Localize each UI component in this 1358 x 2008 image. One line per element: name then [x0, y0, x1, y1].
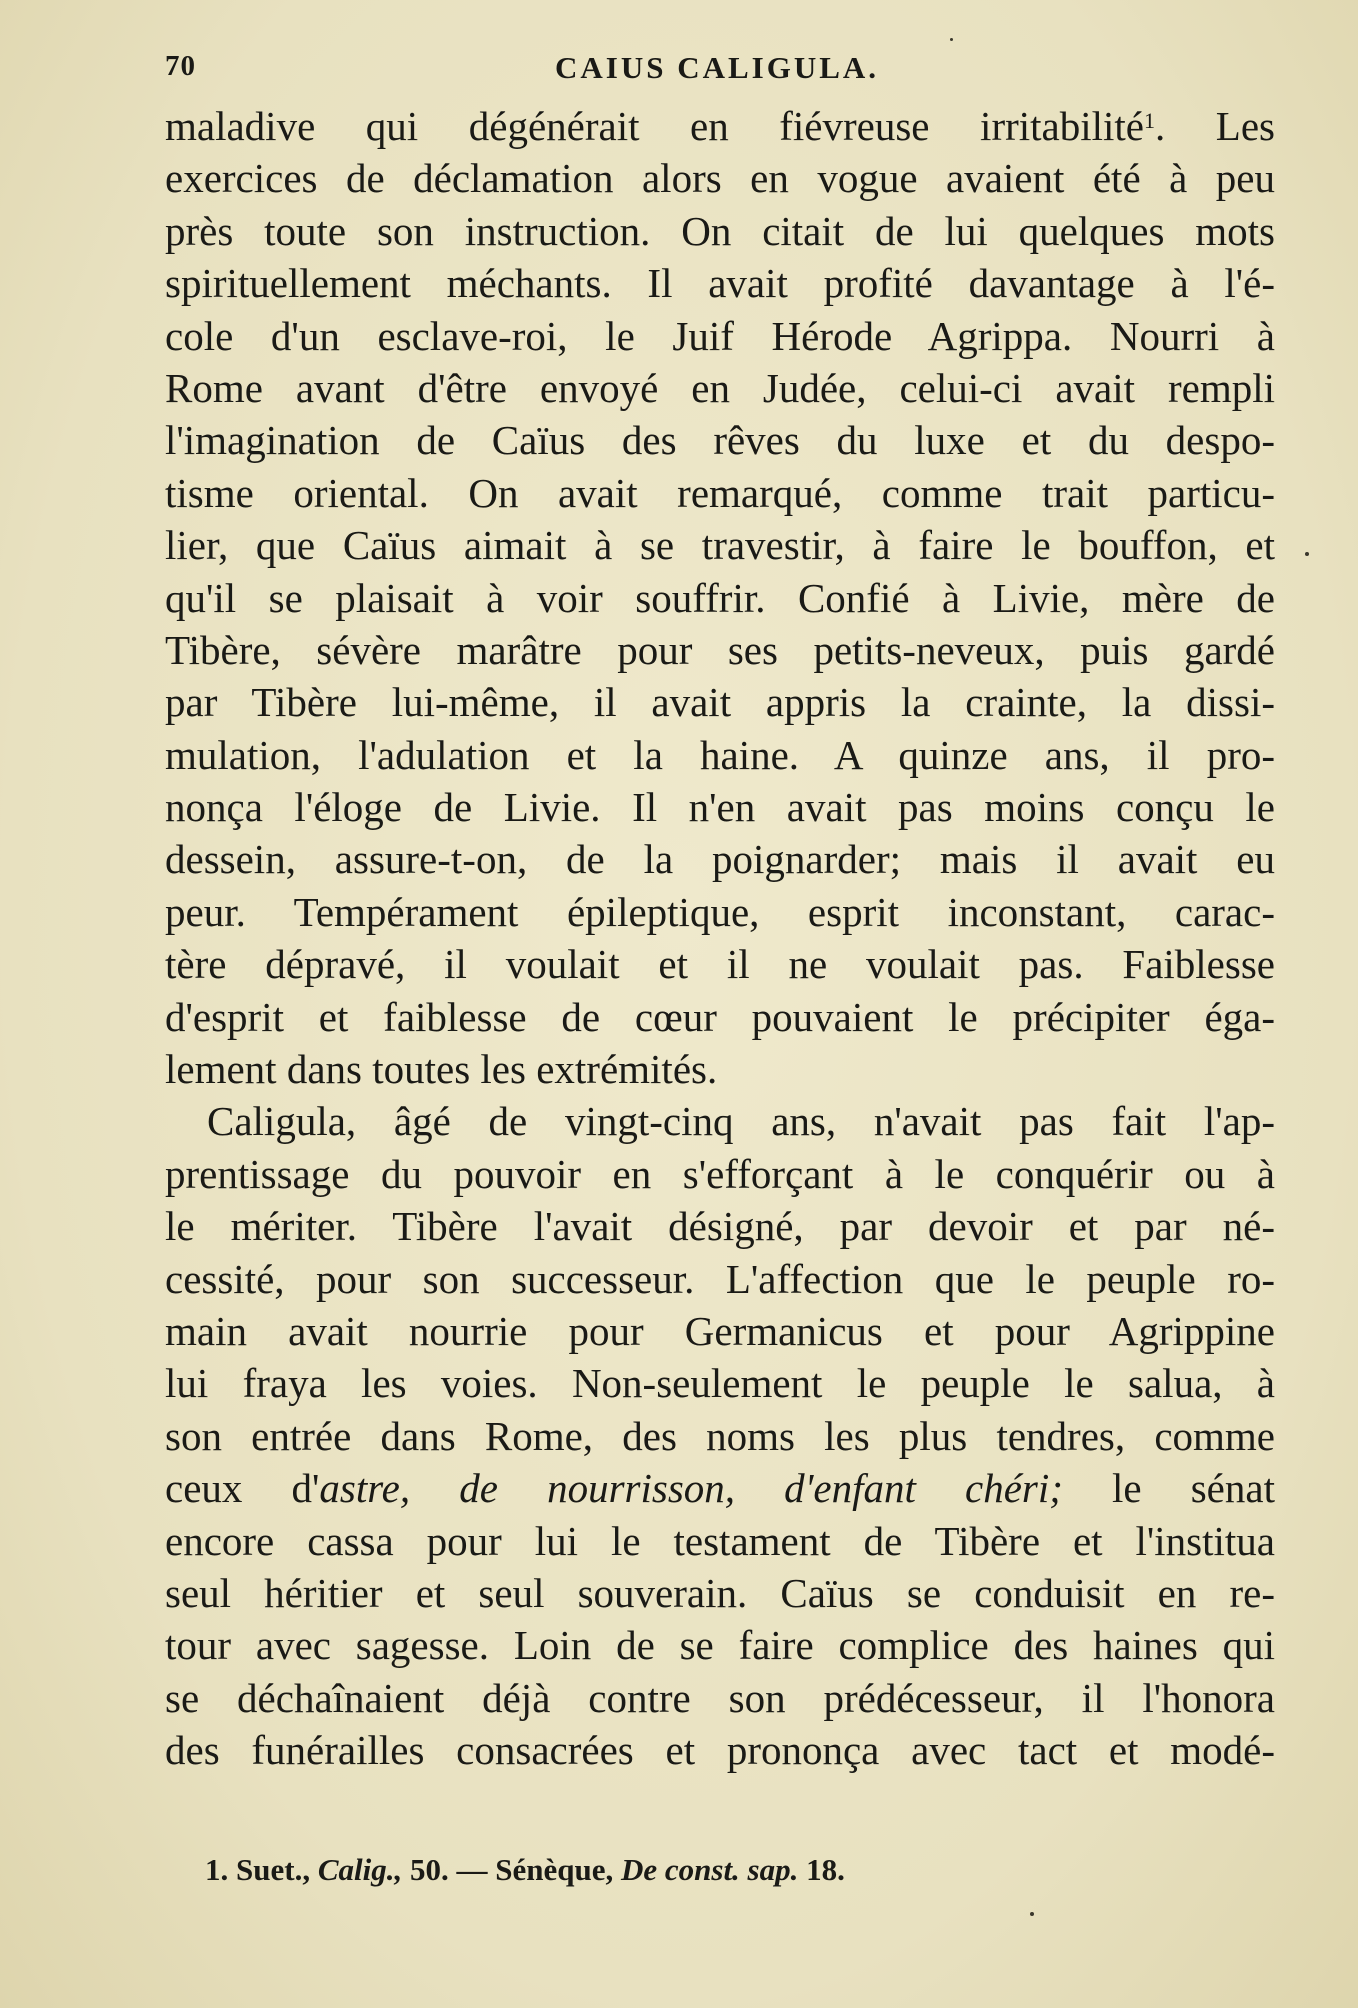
body-text	[165, 100, 1275, 1777]
text-line: près toute son instruction. On citait de lui quelques mots	[165, 207, 1275, 254]
text-line: par Tibère lui-même, il avait appris la crainte, la dissi-	[165, 679, 1275, 726]
paper-speck	[950, 38, 953, 41]
italic-phrase: astre, de nourrisson, d'enfant chéri;	[319, 1465, 1063, 1512]
text-line-paragraph-start: Caligula, âgé de vingt-cinq ans, n'avait pas fait l'ap-	[207, 1098, 1275, 1145]
footnote-author: Suet.,	[236, 1852, 311, 1887]
text-line: exercices de déclamation alors en vogue avaient été à peu	[165, 155, 1275, 202]
footnote	[205, 1852, 845, 1888]
text-line: son entrée dans Rome, des noms les plus tendres, comme	[165, 1412, 1275, 1459]
text-line-paragraph-end: lement dans toutes les extrémités.	[165, 1046, 718, 1093]
text-line: Rome avant d'être envoyé en Judée, celui-ci avait rempli	[165, 364, 1275, 411]
footnote-ref: 50. — Sénèque,	[409, 1852, 614, 1887]
footnote-marker[interactable]: 1	[1144, 108, 1155, 133]
text-line: dessein, assure-t-on, de la poignarder; mais il avait eu	[165, 836, 1275, 883]
text-line: cessité, pour son successeur. L'affection que le peuple ro-	[165, 1255, 1275, 1302]
page-number: 70	[165, 50, 196, 82]
paper-speck	[1305, 552, 1309, 556]
text-line: peur. Tempérament épileptique, esprit inconstant, carac-	[165, 888, 1275, 935]
text-line: cole d'un esclave-roi, le Juif Hérode Agrippa. Nourri à	[165, 312, 1275, 359]
running-head	[165, 50, 1285, 90]
footnote-ref-2: 18.	[806, 1852, 845, 1887]
text-line: Tibère, sévère marâtre pour ses petits-neveux, puis gardé	[165, 626, 1275, 673]
text-line: tisme oriental. On avait remarqué, comme trait particu-	[165, 469, 1275, 516]
running-title: CAIUS CALIGULA.	[555, 50, 880, 85]
footnote-work: Calig.,	[317, 1852, 403, 1887]
footnote-number: 1.	[205, 1852, 229, 1887]
paper-speck	[1030, 1912, 1034, 1916]
footnote-work-2: De const. sap.	[620, 1852, 799, 1887]
text-line: lui fraya les voies. Non-seulement le peuple le salua, à	[165, 1360, 1275, 1407]
text-line: tour avec sagesse. Loin de se faire complice des haines qui	[165, 1622, 1275, 1669]
text-line: main avait nourrie pour Germanicus et pour Agrippine	[165, 1307, 1275, 1354]
text-line: prentissage du pouvoir en s'efforçant à le conquérir ou à	[165, 1150, 1275, 1197]
text-line: spirituellement méchants. Il avait profité davantage à l'é-	[165, 260, 1275, 307]
text-line: d'esprit et faiblesse de cœur pouvaient le précipiter éga-	[165, 993, 1275, 1040]
text-line: nonça l'éloge de Livie. Il n'en avait pas moins conçu le	[165, 784, 1275, 831]
text-line: encore cassa pour lui le testament de Tibère et l'institua	[165, 1517, 1275, 1564]
text-line: qu'il se plaisait à voir souffrir. Confié à Livie, mère de	[165, 574, 1275, 621]
text-line: seul héritier et seul souverain. Caïus se conduisit en re-	[165, 1569, 1275, 1616]
text-line: le mériter. Tibère l'avait désigné, par devoir et par né-	[165, 1203, 1275, 1250]
text-line: tère dépravé, il voulait et il ne voulait pas. Faiblesse	[165, 941, 1275, 988]
text-line: des funérailles consacrées et prononça avec tact et modé-	[165, 1727, 1275, 1774]
text-line: maladive qui dégénérait en fiévreuse irritabilité$^1$. Les	[165, 103, 1275, 149]
text-line: mulation, l'adulation et la haine. A quinze ans, il pro-	[165, 731, 1275, 778]
text-line: ceux d'astre, de nourrisson, d'enfant chéri; le sénat	[165, 1465, 1275, 1512]
text-line: lier, que Caïus aimait à se travestir, à faire le bouffon, et	[165, 522, 1275, 569]
text-line: l'imagination de Caïus des rêves du luxe et du despo-	[165, 417, 1275, 464]
text-line: se déchaînaient déjà contre son prédécesseur, il l'honora	[165, 1674, 1275, 1721]
